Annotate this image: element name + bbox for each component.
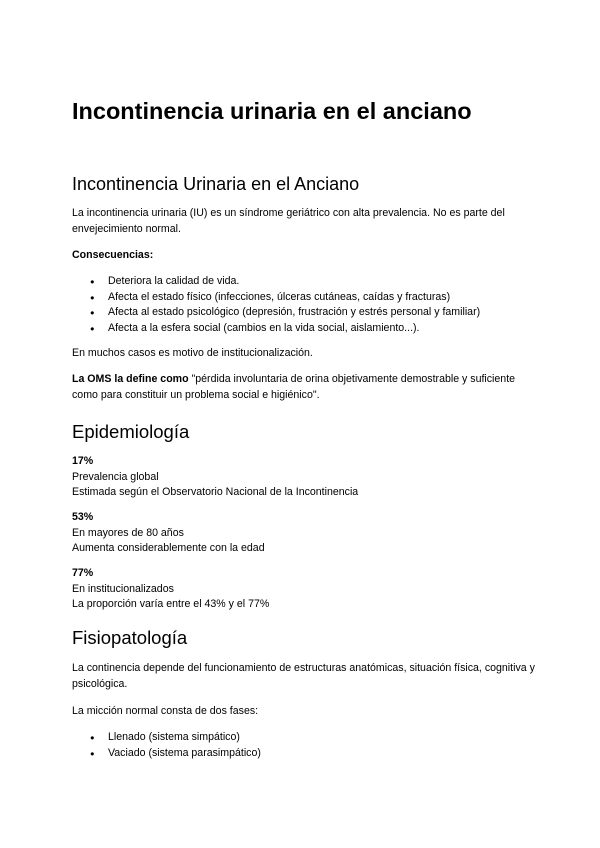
stat-description: La proporción varía entre el 43% y el 77% — [72, 598, 270, 611]
stat-description: Estimada según el Observatorio Nacional de la Incontinencia — [72, 486, 359, 499]
list-item: ● Deteriora la calidad de vida. — [72, 274, 542, 290]
oms-definition-bold: La OMS la define como — [72, 373, 189, 385]
consequences-list — [72, 274, 542, 336]
phases-list — [72, 730, 542, 761]
list-item: ● Afecta al estado psicológico (depresión, frustración y estrés personal y familiar) — [72, 305, 542, 321]
document-title: Incontinencia urinaria en el anciano — [72, 98, 472, 124]
stat-label: En institucionalizados — [72, 582, 174, 595]
section-heading-fisiopatologia: Fisiopatología — [72, 627, 188, 648]
stat-value: 53% — [72, 511, 94, 523]
stat-label: Prevalencia global — [72, 470, 159, 483]
stat-block — [72, 566, 542, 613]
stat-description: Aumenta considerablemente con la edad — [72, 542, 265, 555]
section-heading-epidemiologia: Epidemiología — [72, 421, 190, 442]
list-item: ● Afecta el estado físico (infecciones, úlceras cutáneas, caídas y fracturas) — [72, 290, 542, 306]
oms-definition-paragraph — [72, 372, 542, 403]
stat-value: 17% — [72, 455, 94, 467]
intro-paragraph: La incontinencia urinaria (IU) es un síndrome geriátrico con alta prevalencia. No es parte del envejecimiento normal. — [72, 207, 505, 235]
list-item: ● Llenado (sistema simpático) — [72, 730, 542, 746]
list-item: ● Afecta a la esfera social (cambios en la vida social, aislamiento...). — [72, 321, 542, 337]
micturition-paragraph: La micción normal consta de dos fases: — [72, 705, 259, 717]
list-item: ● Vaciado (sistema parasimpático) — [72, 746, 542, 762]
continence-paragraph: La continencia depende del funcionamiento de estructuras anatómicas, situación física, cognitiva y psicológica. — [72, 662, 535, 690]
stat-block — [72, 510, 542, 557]
stat-value: 77% — [72, 567, 94, 579]
oms-definition-text: "pérdida involuntaria de orina objetivamente demostrable y suficiente como para constituir un problema social e higiénico". — [72, 373, 516, 401]
section-heading-incontinencia: Incontinencia Urinaria en el Anciano — [72, 174, 360, 194]
consequences-label: Consecuencias: — [72, 249, 154, 261]
institutionalization-paragraph: En muchos casos es motivo de institucionalización. — [72, 347, 313, 359]
stat-label: En mayores de 80 años — [72, 526, 184, 539]
stat-block — [72, 454, 542, 501]
